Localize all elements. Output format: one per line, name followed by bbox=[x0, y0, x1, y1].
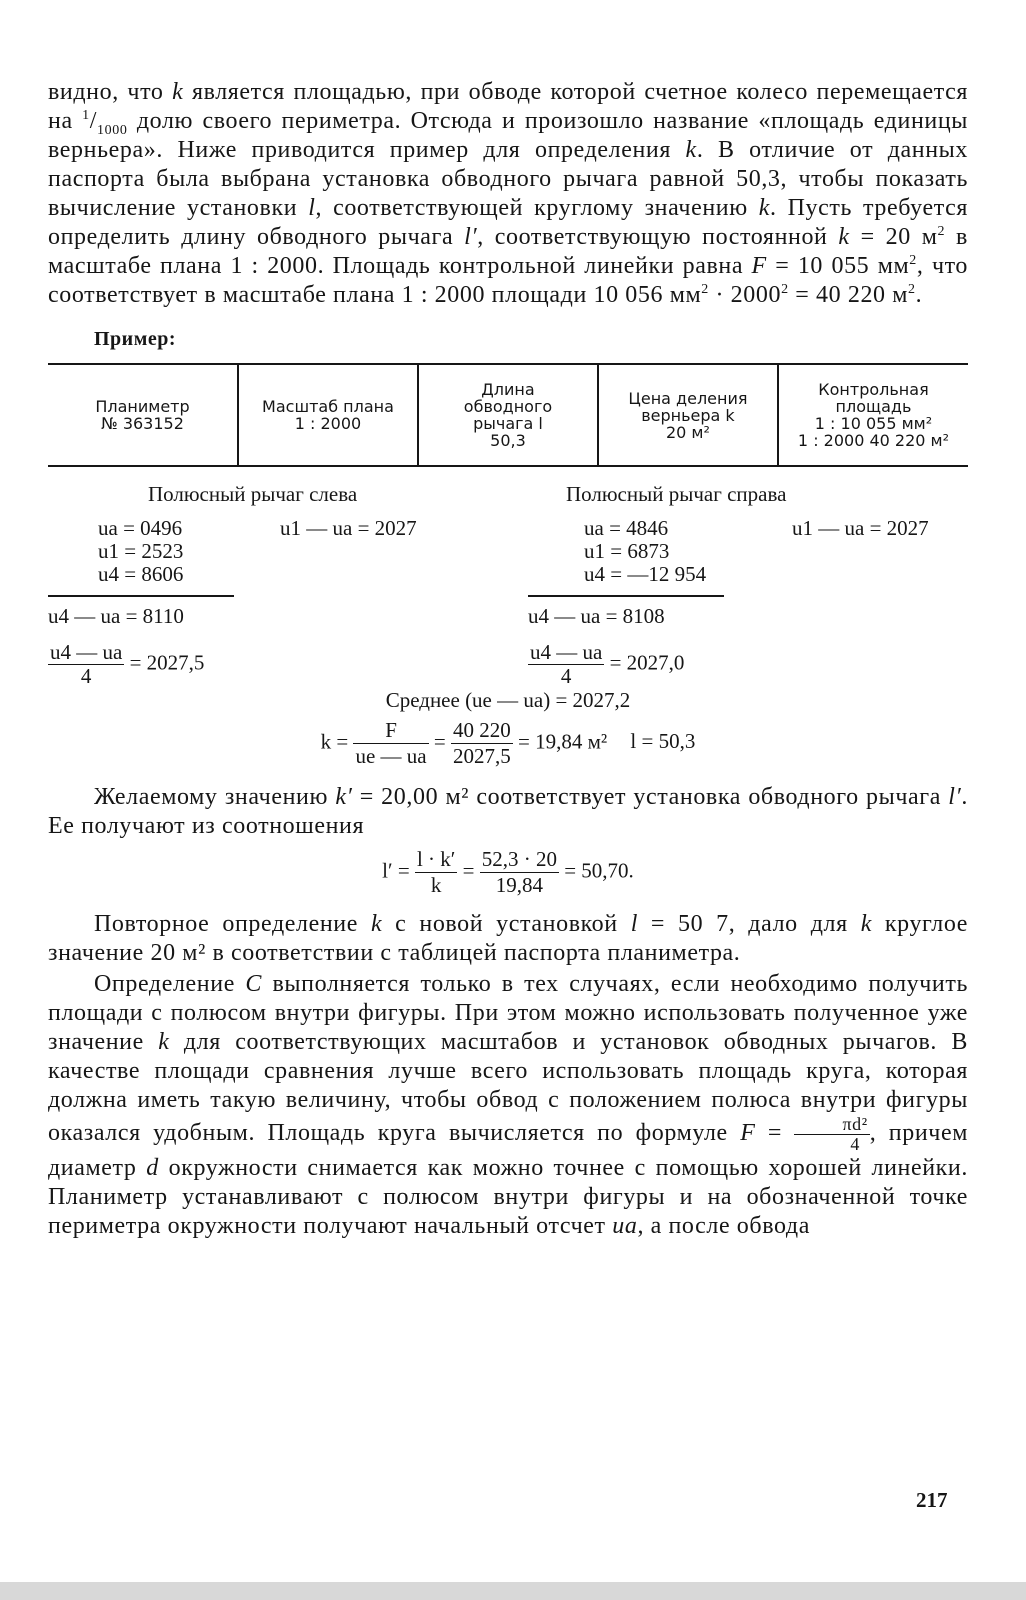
numerator: u4 — ua bbox=[530, 640, 603, 664]
cell-line: 50,3 bbox=[490, 431, 526, 450]
fraction bbox=[451, 718, 513, 769]
var-k: k bbox=[172, 79, 184, 105]
formula-result: = 19,84 м² bbox=[517, 729, 608, 754]
denominator: 4 bbox=[80, 664, 92, 688]
table-cell-planimeter bbox=[48, 364, 238, 466]
left-fraction bbox=[48, 641, 204, 688]
numerator: l · k′ bbox=[416, 847, 456, 871]
superscript: 2 bbox=[701, 282, 709, 297]
right-ua: ua = 4846 bbox=[584, 516, 669, 540]
var-ua: ua bbox=[612, 1213, 638, 1239]
var-l-prime: l′ bbox=[948, 784, 962, 810]
denominator: 4 bbox=[850, 1134, 860, 1154]
l-formula bbox=[48, 847, 968, 898]
text: . Пусть требуется определить длину обводного рычага bbox=[48, 195, 968, 250]
left-lever-title: Полюсный рычаг слева bbox=[148, 482, 358, 506]
pole-arm-computation bbox=[48, 483, 968, 688]
scan-bottom-edge bbox=[0, 1582, 1026, 1600]
text: , что соответствует в масштабе плана 1 : 2000 площади 10 056 мм bbox=[48, 253, 968, 308]
text: . Ее получают из соотношения bbox=[48, 784, 968, 839]
right-u4: u4 = —12 954 bbox=[584, 562, 707, 586]
right-u1: u1 = 6873 bbox=[584, 539, 670, 563]
formula-result: = 50,70. bbox=[564, 858, 634, 883]
cell-line: Масштаб плана bbox=[262, 397, 394, 416]
denominator: k bbox=[430, 873, 442, 897]
denominator: 2027,5 bbox=[452, 744, 511, 768]
table-row bbox=[48, 364, 968, 466]
var-l: l bbox=[630, 911, 638, 937]
equals: = bbox=[755, 1120, 795, 1147]
paragraph-intro bbox=[48, 78, 968, 310]
numerator: 52,3 · 20 bbox=[481, 847, 557, 871]
numerator: F bbox=[353, 718, 428, 744]
superscript: 2 bbox=[908, 282, 916, 297]
text: окружности снимается как можно точнее с помощью хорошей линейки. Планиметр устанавливают с полюсом внутри фигуры и на обозначенной точке периметра окружности получают начальный отсчет bbox=[48, 1155, 968, 1239]
var-k: k bbox=[860, 911, 872, 937]
left-diff1: u1 — ua = 2027 bbox=[280, 516, 417, 540]
text: , причем диаметр bbox=[48, 1120, 969, 1181]
denominator: 4 bbox=[560, 664, 572, 688]
text: · 2000 bbox=[708, 282, 782, 308]
cell-line: Цена деления bbox=[628, 388, 748, 408]
cell-line: верньера k bbox=[641, 405, 735, 425]
numerator: πd² bbox=[794, 1115, 869, 1135]
fraction-circle-area bbox=[794, 1115, 869, 1154]
mean-line: Среднее (ue — ua) = 2027,2 bbox=[385, 688, 631, 712]
text: с новой установкой bbox=[382, 911, 631, 937]
page-number: 217 bbox=[916, 1488, 948, 1512]
left-u4: u4 = 8606 bbox=[98, 562, 184, 586]
equals: = bbox=[462, 858, 475, 883]
text: является площадью, при обводе которой счетное колесо перемещается на bbox=[48, 79, 968, 134]
left-ua: ua = 0496 bbox=[98, 516, 183, 540]
paragraph-repeat bbox=[48, 910, 968, 968]
cell-line: Длина bbox=[481, 380, 535, 399]
fraction bbox=[528, 641, 604, 688]
left-diff4: u4 — ua = 8110 bbox=[48, 604, 184, 628]
numerator: 40 220 bbox=[452, 718, 511, 742]
text: = 20 м bbox=[849, 224, 938, 250]
text: круглое значение 20 м² в соответствии с таблицей паспорта планиметра. bbox=[48, 911, 968, 966]
cell-line: 20 м² bbox=[665, 422, 710, 442]
text: в масштабе плана 1 : 2000. Площадь контрольной линейки равна bbox=[48, 224, 968, 279]
text: Определение bbox=[94, 971, 246, 997]
text: Желаемому значению bbox=[94, 784, 336, 810]
paragraph-determination-c bbox=[48, 970, 968, 1241]
text: видно, что bbox=[48, 79, 173, 105]
formula-lhs: l′ = bbox=[382, 858, 410, 883]
var-k: k bbox=[758, 195, 771, 221]
book-page bbox=[48, 78, 968, 1241]
superscript: 2 bbox=[909, 253, 917, 268]
cell-line: 1 : 2000 bbox=[294, 414, 362, 433]
cell-line: площадь bbox=[835, 397, 912, 416]
superscript: 2 bbox=[781, 282, 789, 297]
cell-line: Планиметр bbox=[95, 397, 190, 416]
text: = 10 055 мм bbox=[766, 253, 910, 279]
slash: / bbox=[89, 108, 98, 134]
table-cell-vernier bbox=[598, 364, 778, 466]
text: . bbox=[915, 282, 923, 308]
left-rule bbox=[48, 595, 234, 597]
cell-line: 1 : 2000 40 220 м² bbox=[797, 431, 950, 450]
table-cell-arm-length bbox=[418, 364, 598, 466]
right-diff1: u1 — ua = 2027 bbox=[792, 516, 929, 540]
text: долю своего периметра. Отсюда и произошло название «площадь единицы верньера». Ниже приводится пример для определения bbox=[48, 108, 968, 163]
cell-line: рычага l bbox=[473, 414, 543, 433]
var-l-prime: l′ bbox=[464, 224, 478, 250]
var-d: d bbox=[146, 1155, 159, 1181]
var-F: F bbox=[751, 253, 767, 279]
k-formula bbox=[48, 718, 968, 769]
right-fraction bbox=[528, 641, 684, 688]
text: выполняется только в тех случаях, если необходимо получить площади с полюсом внутри фигуры. При этом можно использовать полученное уже значение bbox=[48, 971, 969, 1055]
formula-lhs: k = bbox=[320, 729, 349, 754]
l-value: l = 50,3 bbox=[630, 729, 696, 754]
right-rule bbox=[528, 595, 724, 597]
frac-den: 1000 bbox=[97, 122, 128, 138]
text: , соответствующую постоянной bbox=[477, 224, 839, 250]
denominator: 19,84 bbox=[495, 873, 543, 897]
fraction-value: = 2027,0 bbox=[609, 650, 685, 675]
text: , соответствующей круглому значению bbox=[315, 195, 759, 221]
cell-line: 1 : 10 055 мм² bbox=[814, 414, 933, 433]
table-cell-control-area bbox=[778, 364, 968, 466]
numerator: u4 — ua bbox=[50, 640, 123, 664]
fraction bbox=[353, 718, 428, 769]
right-diff4: u4 — ua = 8108 bbox=[528, 604, 665, 628]
var-k-prime: k′ bbox=[335, 784, 353, 810]
cell-line: Контрольная bbox=[818, 380, 929, 399]
var-k: k bbox=[158, 1029, 170, 1055]
superscript: 2 bbox=[937, 224, 946, 239]
left-u1: u1 = 2523 bbox=[98, 539, 184, 563]
text: . В отличие от данных паспорта была выбрана установка обводного рычага равной 50,3, чтобы показать вычисление установки bbox=[48, 137, 969, 221]
text: для соответствующих масштабов и установок обводных рычагов. В качестве площади сравнения лучше всего использовать площадь круга, которая должна иметь такую величину, чтобы обвод с положением полюса внутри фигуры оказался удобным. Площадь круга вычисляется по формуле bbox=[48, 1029, 968, 1147]
cell-line: № 363152 bbox=[101, 414, 184, 433]
var-k: k bbox=[370, 911, 383, 937]
fraction bbox=[48, 641, 124, 688]
var-C: C bbox=[245, 971, 263, 997]
equals: = bbox=[433, 729, 446, 754]
text: = 40 220 м bbox=[788, 282, 909, 308]
var-k: k bbox=[838, 224, 850, 250]
var-F: F bbox=[740, 1120, 756, 1147]
var-l: l bbox=[308, 195, 316, 221]
text: = 20,00 м² соответствует установка обводного рычага bbox=[352, 784, 949, 810]
text: = 50 7, дало для bbox=[637, 911, 861, 937]
example-label: Пример: bbox=[94, 328, 176, 350]
frac-num: 1 bbox=[82, 108, 90, 123]
text: , а после обвода bbox=[637, 1213, 810, 1239]
table-cell-scale bbox=[238, 364, 418, 466]
var-k: k bbox=[685, 137, 697, 163]
text: Повторное определение bbox=[94, 911, 371, 937]
passport-table bbox=[48, 363, 968, 467]
denominator: ue — ua bbox=[355, 744, 427, 768]
paragraph-desired bbox=[48, 783, 968, 841]
cell-line: обводного bbox=[463, 397, 553, 416]
right-lever-title: Полюсный рычаг справа bbox=[566, 482, 787, 506]
fraction bbox=[480, 847, 559, 898]
fraction bbox=[415, 847, 457, 898]
fraction-value: = 2027,5 bbox=[129, 650, 205, 675]
